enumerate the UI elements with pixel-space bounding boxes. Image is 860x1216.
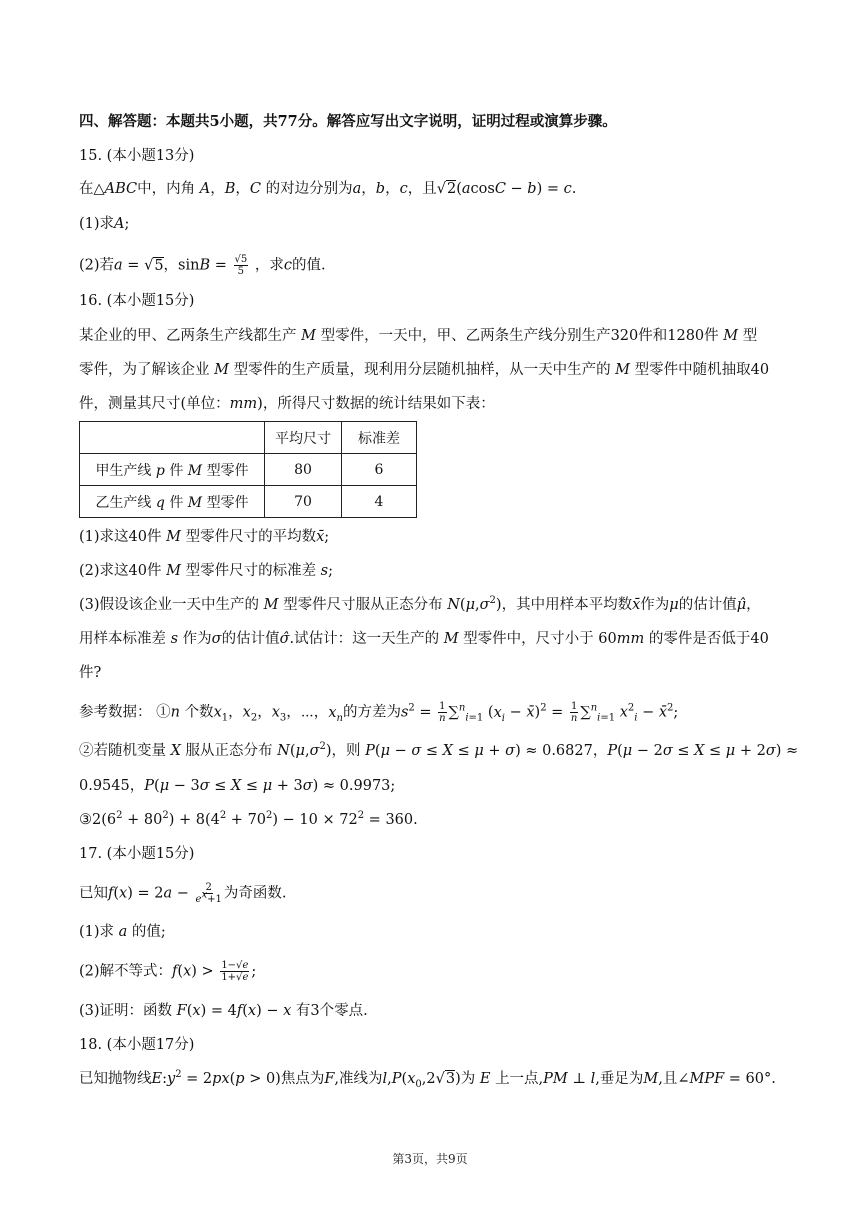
q16-part3-line3: 件? xyxy=(79,665,102,681)
section-heading: 四、解答题：本题共5小题，共77分。解答应写出文字说明，证明过程或演算步骤。 xyxy=(79,113,617,130)
q16-header: 16. (本小题15分) xyxy=(79,293,195,309)
q18-header: 18. (本小题17分) xyxy=(79,1037,195,1053)
table-row-label: 甲生产线 p 件 M 型零件 xyxy=(80,454,265,486)
q17-part1: (1)求 a 的值; xyxy=(79,924,166,940)
q18-stem: 已知抛物线$E:y^2 = 2px(p > 0)$焦点为F,准线为$l,P(x_0,2√3)$为 E 上一点,PM ⊥ l,垂足为M,且∠MPF = 60°. xyxy=(79,1069,776,1090)
q17-part2: (2)解不等式：f(x) > $\frac{1-√e}{1+√e}$ ; xyxy=(79,960,257,983)
table-cell: 4 xyxy=(342,486,417,518)
q15-part1: (1)求A; xyxy=(79,216,130,232)
q16-part2: (2)求这40件 M 型零件尺寸的标准差 s; xyxy=(79,563,334,579)
q16-part3-line1: (3)假设该企业一天中生产的 M 型零件尺寸服从正态分布 $N(\mu,\sigma^2)$，其中用样本平均数x̄作为μ的估计值μ̂， xyxy=(79,595,761,613)
table-header-cell xyxy=(80,422,265,454)
q16-part3-line2: 用样本标准差 s 作为σ的估计值σ̂.试估计：这一天生产的 M 型零件中，尺寸小于 60mm 的零件是否低于40 xyxy=(79,631,769,647)
page-footer: 第3页，共9页 xyxy=(392,1152,468,1166)
q16-ref2-line2: 0.9545，P(μ − 3σ ≤ X ≤ μ + 3σ) ≈ 0.9973; xyxy=(79,778,396,794)
q16-ref1: 参考数据： ①n 个数$x_1$，$x_2$，$x_3$，⋯，$x_n$的方差为$s^2$ = $\frac{1}{n}$ ∑$^n_{i=1}$ ($x_i$ − x̄)$^2$ = $\frac{1}{n}$ ∑$^n_{i=1}$ $x^2_i$ − x̄$^2$; xyxy=(79,701,679,724)
q17-part3: (3)证明：函数 F(x) = 4f(x) − x 有3个零点. xyxy=(79,1003,368,1019)
q15-header: 15. (本小题13分) xyxy=(79,148,195,164)
table-cell: 70 xyxy=(265,486,342,518)
q16-para-line3: 件，测量其尺寸(单位：mm)，所得尺寸数据的统计结果如下表： xyxy=(79,396,495,412)
table-header-row xyxy=(80,422,417,454)
table-row-label: 乙生产线 q 件 M 型零件 xyxy=(80,486,265,518)
table-row xyxy=(80,486,417,518)
table-header-cell: 标准差 xyxy=(342,422,417,454)
q16-para-line1: 某企业的甲、乙两条生产线都生产 M 型零件，一天中，甲、乙两条生产线分别生产320件和1280件 M 型 xyxy=(79,328,758,344)
table-row xyxy=(80,454,417,486)
q17-header: 17. (本小题15分) xyxy=(79,846,195,862)
q16-ref3: $③2(6^2 + 80^2) + 8(4^2 + 70^2) - 10 \times 72^2 = 360$. xyxy=(79,810,418,828)
stats-table xyxy=(79,421,417,518)
q17-stem: 已知f(x) = 2a − $\frac{2}{e^x+1}$ 为奇函数. xyxy=(79,882,287,905)
q15-part2: (2)若a = √5，sinB = $\frac{√5}{5}$ ，求c的值. xyxy=(79,254,326,277)
q16-part1: (1)求这40件 M 型零件尺寸的平均数x̄; xyxy=(79,529,330,545)
table-cell: 6 xyxy=(342,454,417,486)
q15-stem: 在△ABC中，内角 A，B，C 的对边分别为a，b，c，且√2(acosC − b) = c. xyxy=(79,181,577,197)
table-cell: 80 xyxy=(265,454,342,486)
table-header-cell: 平均尺寸 xyxy=(265,422,342,454)
q16-para-line2: 零件，为了解该企业 M 型零件的生产质量，现利用分层随机抽样，从一天中生产的 M 型零件中随机抽取40 xyxy=(79,362,770,378)
q16-ref2-line1: ②若随机变量 X 服从正态分布 $N(\mu,\sigma^2)$，则 P(μ − σ ≤ X ≤ μ + σ) ≈ 0.6827，P(μ − 2σ ≤ X ≤ μ + 2σ) ≈ xyxy=(79,741,799,759)
